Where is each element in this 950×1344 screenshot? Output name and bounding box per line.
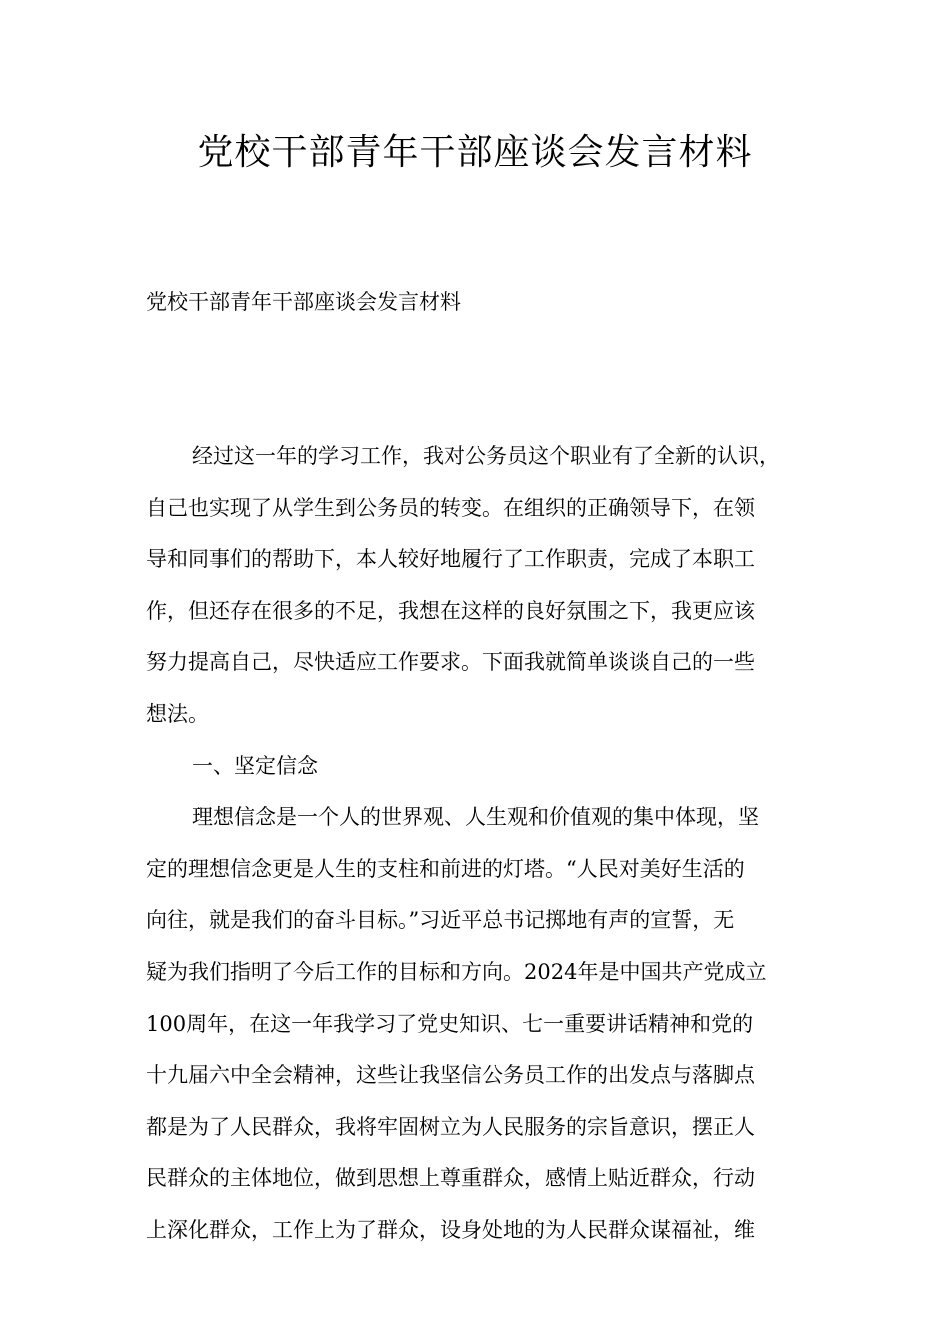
body-line: 一、坚定信念 bbox=[192, 753, 318, 778]
body-line: 向往，就是我们的奋斗目标。”习近平总书记掷地有声的宣誓，无 bbox=[146, 908, 735, 933]
body-line: 定的理想信念更是人生的支柱和前进的灯塔。“人民对美好生活的 bbox=[146, 856, 745, 881]
body-line: 理想信念是一个人的世界观、人生观和价值观的集中体现，坚 bbox=[192, 805, 759, 830]
body-line: 都是为了人民群众，我将牢固树立为人民服务的宗旨意识，摆正人 bbox=[146, 1114, 755, 1139]
body-line: 努力提高自己，尽快适应工作要求。下面我就简单谈谈自己的一些 bbox=[146, 650, 755, 675]
body-line: 民群众的主体地位，做到思想上尊重群众，感情上贴近群众，行动 bbox=[146, 1166, 755, 1191]
body-line: 100周年，在这一年我学习了党史知识、七一重要讲话精神和党的 bbox=[146, 1011, 754, 1036]
body-line: 自己也实现了从学生到公务员的转变。在组织的正确领导下，在领 bbox=[146, 495, 755, 520]
body-line: 导和同事们的帮助下，本人较好地履行了工作职责，完成了本职工 bbox=[146, 547, 755, 572]
body-line: 疑为我们指明了今后工作的目标和方向。2024年是中国共产党成立 bbox=[146, 959, 767, 984]
body-line: 想法。 bbox=[146, 701, 209, 726]
document-body bbox=[146, 431, 811, 1257]
body-line: 上深化群众，工作上为了群众，设身处地的为人民群众谋福祉，维 bbox=[146, 1217, 755, 1242]
body-line: 十九届六中全会精神，这些让我坚信公务员工作的出发点与落脚点 bbox=[146, 1063, 755, 1088]
body-line: 经过这一年的学习工作，我对公务员这个职业有了全新的认识， bbox=[192, 444, 780, 468]
document-subtitle: 党校干部青年干部座谈会发言材料 bbox=[146, 290, 461, 314]
body-line: 作，但还存在很多的不足，我想在这样的良好氛围之下，我更应该 bbox=[146, 598, 755, 623]
document-title: 党校干部青年干部座谈会发言材料 bbox=[197, 132, 753, 173]
